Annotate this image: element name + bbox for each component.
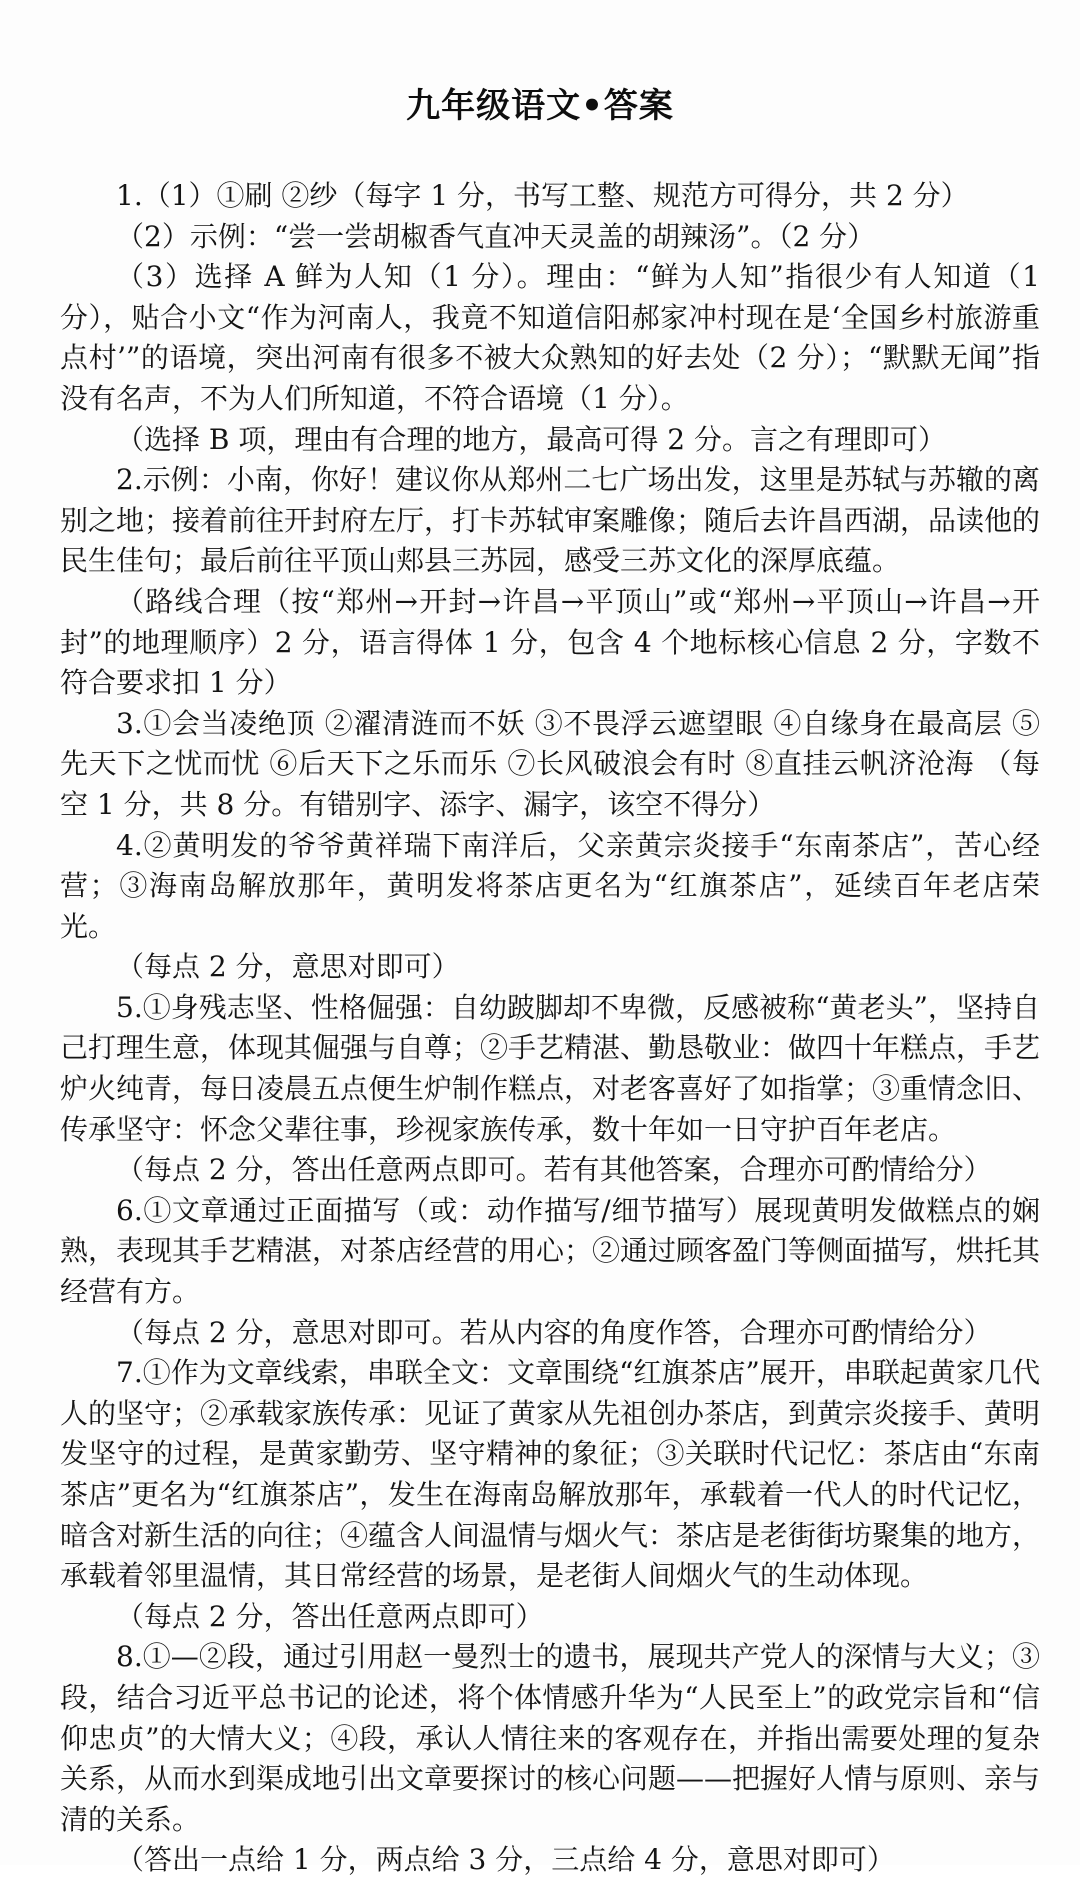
scoring-note-4: （每点 2 分，意思对即可） xyxy=(116,950,460,984)
scoring-note-5: （每点 2 分，答出任意两点即可。若有其他答案，合理亦可酌情给分） xyxy=(116,1153,992,1187)
answer-paragraph-6: 6.①文章通过正面描写（或：动作描写/细节描写）展现黄明发做糕点的娴熟，表现其手艺精湛，对茶店经营的用心；②通过顾客盈门等侧面描写，烘托其经营有方。 xyxy=(60,1193,1041,1309)
answer-paragraph-7: 7.①作为文章线索，串联全文：文章围绕“红旗茶店”展开，串联起黄家几代人的坚守；②承载家族传承：见证了黄家从先祖创办茶店，到黄宗炎接手、黄明发坚守的过程，是黄家勤劳、坚守精神的象征；③关联时代记忆：茶店由“东南茶店”更名为“红旗茶店”，发生在海南岛解放那年，承载着一代人的时代记忆，暗含对新生活的向往；④蕴含人间温情与烟火气：茶店是老街街坊聚集的地方，承载着邻里温情，其日常经营的场景，是老街人间烟火气的生动体现。 xyxy=(60,1356,1041,1593)
page-title: 九年级语文•答案 xyxy=(406,86,674,126)
scoring-note-6: （每点 2 分，意思对即可。若从内容的角度作答，合理亦可酌情给分） xyxy=(116,1315,992,1349)
answer-paragraph-4: 4.②黄明发的爷爷黄祥瑞下南洋后，父亲黄宗炎接手“东南茶店”，苦心经营；③海南岛解放那年，黄明发将茶店更名为“红旗茶店”，延续百年老店荣光。 xyxy=(60,828,1040,943)
answer-paragraph-3: 3.①会当凌绝顶 ②濯清涟而不妖 ③不畏浮云遮望眼 ④自缘身在最高层 ⑤先天下之忧而忧 ⑥后天下之乐而乐 ⑦长风破浪会有时 ⑧直挂云帆济沧海 （每空 1 分，共 8 分。有错别字、添字、漏字，该空不得分） xyxy=(60,706,1040,821)
answer-paragraph-5: 5.①身残志坚、性格倔强：自幼跛脚却不卑微，反感被称“黄老头”，坚持自己打理生意，体现其倔强与自尊；②手艺精湛、勤恳敬业：做四十年糕点，手艺炉火纯青，每日凌晨五点便生炉制作糕点，对老客喜好了如指掌；③重情念旧、传承坚守：怀念父辈往事，珍视家族传承，数十年如一日守护百年老店。 xyxy=(60,990,1041,1146)
scoring-note-1: （选择 B 项，理由有合理的地方，最高可得 2 分。言之有理即可） xyxy=(116,422,946,456)
answer-paragraph-1-2: （2）示例：“尝一尝胡椒香气直冲天灵盖的胡辣汤”。（2 分） xyxy=(116,219,876,253)
answer-paragraph-8: 8.①—②段，通过引用赵一曼烈士的遗书，展现共产党人的深情与大义；③段，结合习近平总书记的论述，将个体情感升华为“人民至上”的政党宗旨和“信仰忠贞”的大情大义；④段，承认人情往来的客观存在，并指出需要处理的复杂关系，从而水到渠成地引出文章要探讨的核心问题——把握好人情与原则、亲与清的关系。 xyxy=(60,1640,1041,1836)
answer-paragraph-1-3: （3）选择 A 鲜为人知（1 分）。理由：“鲜为人知”指很少有人知道（1 分），贴合小文“作为河南人，我竟不知道信阳郝家冲村现在是‘全国乡村旅游重点村’”的语境，突出河南有很多不被大众熟知的好去处（2 分）；“默默无闻”指没有名声，不为人们所知道，不符合语境（1 分）。 xyxy=(60,260,1041,415)
answer-content xyxy=(60,176,1040,1881)
scoring-note-8: （答出一点给 1 分，两点给 3 分，三点给 4 分，意思对即可） xyxy=(116,1843,895,1877)
scoring-note-7: （每点 2 分，答出任意两点即可） xyxy=(116,1599,544,1633)
answer-paragraph-2: 2.示例：小南，你好！建议你从郑州二七广场出发，这里是苏轼与苏辙的离别之地；接着前往开封府左厅，打卡苏轼审案雕像；随后去许昌西湖，品读他的民生佳句；最后前往平顶山郏县三苏园，感受三苏文化的深厚底蕴。 xyxy=(60,463,1041,578)
answer-paragraph-1-1: 1.（1）①刷 ②纱（每字 1 分，书写工整、规范方可得分，共 2 分） xyxy=(116,179,969,212)
scoring-note-2: （路线合理（按“郑州→开封→许昌→平顶山”或“郑州→平顶山→许昌→开封”的地理顺序）2 分，语言得体 1 分，包含 4 个地标核心信息 2 分，字数不符合要求扣 1 分） xyxy=(60,584,1040,700)
